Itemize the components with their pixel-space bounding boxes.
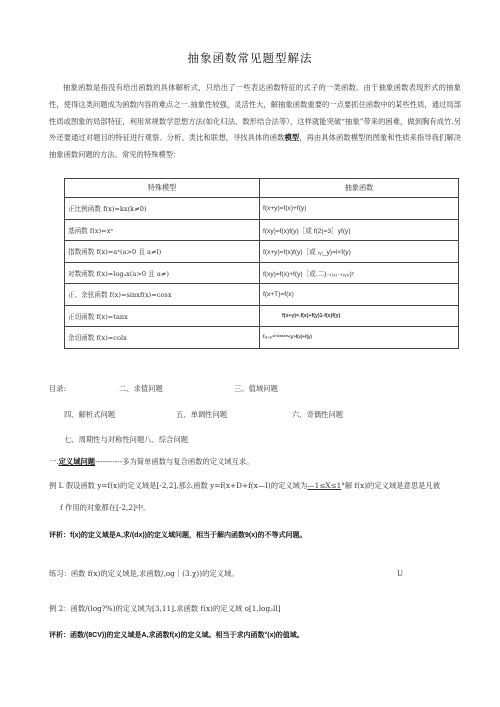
example-1-text: 例 L 假设函数 y=f(x)的定义域是[-2,2],那么函数 y=f(x+D+f(x—I)的定义域为 — [49, 481, 308, 490]
toc-item: 三、值域问题 — [234, 384, 278, 393]
section-desc: -----------多为简单函数与复合函数的定义域互求。 — [95, 457, 254, 466]
table-cell-model: 对数函数 f(x)=logₐx(a>0 且 a≠) — [65, 262, 260, 284]
table-cell-abstract: f(x+y)=f(x)+f(y) — [260, 198, 459, 220]
comment-2: 评析：函数/(8CV))的定义域是A,求函数f(x)的定义域。相当于求内函数°(x)的值域。 — [49, 632, 304, 639]
practice-mark: U — [397, 569, 404, 578]
toc-item: 七、周期性与对称性问题八、综合问题 — [64, 435, 189, 444]
table-cell-model: 正、余弦函数 f(x)=sinxf(x)=cosx — [65, 284, 260, 306]
table-row — [65, 241, 459, 263]
table-cell-model: 指数函数 f(x)=aˣ(a>0 且 a≠l) — [65, 241, 260, 263]
table-cell-abstract: f(xy)=f(x)+f(y)［或.二)₋ₜ₍ₓ₎₋ₜ₍ᵧ₎ᵣ)ʸ — [260, 262, 459, 284]
table-cell-abstract: f₍ₓ₊ᵧ₎=¹⁽ˣ⁾ᵘ⁽ˣ⁾ᵉ<y>f(x)+f(y) — [260, 327, 459, 349]
table-cell-model: 基函数 f(x)=xⁿ — [65, 219, 260, 241]
intro-paragraph — [49, 80, 461, 164]
table-cell-model: 余切函数 f(x)=colx — [65, 327, 260, 349]
example-1 — [49, 481, 440, 491]
table-header-row — [65, 179, 459, 198]
table-cell-model: 正比例函数 f(x)=kx(k≠0) — [65, 198, 260, 220]
table-header-abstract: 抽象函数 — [260, 179, 459, 198]
table-header-model: 特殊模型 — [65, 179, 260, 198]
table-row — [65, 305, 459, 327]
toc-item: 五、单调性问题 — [176, 410, 228, 419]
toc-item: 四、解析式问题 — [64, 410, 116, 419]
model-table — [64, 178, 459, 349]
toc-item: 六、奇偶性问题 — [292, 410, 344, 419]
table-row — [65, 327, 459, 349]
table-cell-abstract: f(x+y)=.f(x)+f(y)1-f(x)f(y) — [260, 305, 459, 327]
comment-1: 评析：f(x)的定义域是A,求/(dx))的定义域问题，相当于解内函数9(x)的不等式问题。 — [49, 532, 307, 539]
table-row — [65, 284, 459, 306]
table-cell-model: 正切函数 f(x)=tanx — [65, 305, 260, 327]
practice-line: 练习：函数 f(x)的定义域是,求函数/,og｜(3.χ))的定义域。 — [49, 569, 239, 578]
table-row — [65, 262, 459, 284]
doc-title: 抽象函数常见题型解法 — [187, 51, 313, 65]
example-1-text-b: °解 f(x)的定义域是意思是凡被 — [341, 481, 441, 490]
table-row — [65, 198, 459, 220]
table-cell-abstract: f(xy)=f(x)f(y)［或 f(2)=3］yf(y) — [260, 219, 459, 241]
table-row — [65, 219, 459, 241]
intro-text-a: 抽象函数是指没有给出函数的具体解析式，只给出了一些表达函数特征的式子的一类函数。由于抽象函数表现形式的抽象性，使得这类问题成为函数内容的难点之一.抽象性较强，灵活性大，解抽象函数重要的一点要抓住函数中的某些性质，通过局部性质或图象的局部特征，利用常规数学思想方法(如化归法、数形结合法等），这样就能突破“抽象”带来的困难，做到胸有成竹.另外还要通过对题目的特征进行观察、分析、类比和联想，寻找具体的函数 — [49, 83, 461, 143]
table-cell-abstract: f(x+y)=f(x)f(y)［或 ₍ᵧ₎_y)=l×f(y) — [260, 241, 459, 263]
table-cell-abstract: f(x+T)=f(x) — [260, 284, 459, 306]
section-heading-domain — [49, 457, 254, 467]
example-1-continuation: f 作用的对象都在[-2,2]中。 — [60, 503, 151, 512]
toc-label: 目录: — [49, 384, 67, 393]
section-title: 定义域问题 — [58, 457, 96, 466]
section-prefix: 一. — [49, 457, 59, 466]
intro-bold-word: 模型 — [284, 133, 300, 143]
toc-item: 二、求值问题 — [119, 384, 163, 393]
intro-text-b: ，再由具体函数模型的图象和性质来指导我们解决抽象函数问题的方法。常见的特殊模型： — [49, 133, 462, 160]
example-1-answer: —1≤X≤1 — [307, 481, 342, 490]
example-2: 例 2：函数/(log?%)的定义域为[3,11],求函数 f(x)的定义域 o[1,log₂ll] — [49, 604, 281, 613]
